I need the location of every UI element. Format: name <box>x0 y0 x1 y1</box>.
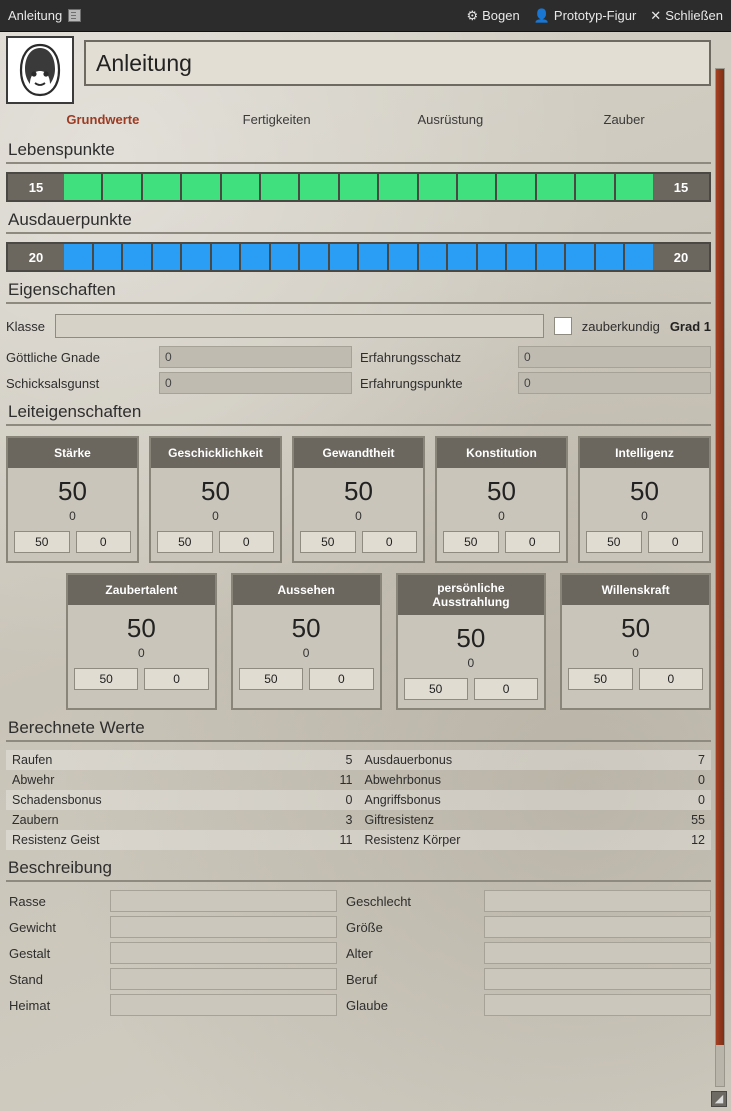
section-title-eigenschaften: Eigenschaften <box>6 280 711 304</box>
attribute-name: Zaubertalent <box>68 575 215 605</box>
calc-label: Angriffsbonus <box>359 790 672 810</box>
calc-value: 7 <box>671 750 711 770</box>
attribute-btn-base[interactable]: 50 <box>74 668 138 690</box>
attribute-btn-bonus[interactable]: 0 <box>648 531 704 553</box>
tab-ausruestung[interactable]: Ausrüstung <box>417 112 484 127</box>
attribute-name: Willenskraft <box>562 575 709 605</box>
attribute-mod: 0 <box>69 509 76 523</box>
attribute-cards-row-2 <box>6 573 711 710</box>
attribute-btn-base[interactable]: 50 <box>300 531 356 553</box>
attribute-buttons <box>398 678 545 708</box>
attribute-card-intelligenz <box>578 436 711 563</box>
desc-label-groesse: Größe <box>346 919 383 935</box>
lebenspunkte-cell[interactable] <box>497 174 536 200</box>
attribute-card-aussehen <box>231 573 382 710</box>
lebenspunkte-left-value: 15 <box>8 174 64 200</box>
calc-value: 5 <box>319 750 359 770</box>
attribute-value[interactable]: 50 <box>201 476 230 506</box>
attribute-cards-row-1 <box>6 436 711 563</box>
attribute-value[interactable]: 50 <box>58 476 87 506</box>
ausdauerpunkte-cell[interactable] <box>330 244 360 270</box>
calc-value: 0 <box>319 790 359 810</box>
lebenspunkte-cell[interactable] <box>340 174 379 200</box>
sheet-content <box>6 36 711 1111</box>
lebenspunkte-cell[interactable] <box>537 174 576 200</box>
desc-input-rasse[interactable] <box>110 890 337 912</box>
section-title-lebenspunkte: Lebenspunkte <box>6 140 711 164</box>
attribute-mod: 0 <box>498 509 505 523</box>
lebenspunkte-cells[interactable] <box>64 174 653 200</box>
character-sheet <box>0 32 731 1111</box>
attribute-card-persoenliche-ausstrahlung <box>396 573 547 710</box>
title-bar-menu <box>466 8 723 23</box>
lebenspunkte-cell[interactable] <box>261 174 300 200</box>
gear-icon: ⚙ <box>466 8 479 23</box>
ausdauerpunkte-cell[interactable] <box>625 244 653 270</box>
ausdauerpunkte-cell[interactable] <box>596 244 626 270</box>
attribute-value[interactable]: 50 <box>456 623 486 653</box>
erfahrungspunkte-label: Erfahrungspunkte <box>360 375 463 391</box>
ausdauerpunkte-right-value: 20 <box>653 244 709 270</box>
calc-label: Resistenz Geist <box>6 830 319 850</box>
desc-label-gewicht: Gewicht <box>9 919 56 935</box>
attribute-buttons <box>151 531 280 561</box>
lebenspunkte-cell[interactable] <box>300 174 339 200</box>
calc-label: Ausdauerbonus <box>359 750 672 770</box>
attribute-value[interactable]: 50 <box>630 476 659 506</box>
sheet-header <box>6 36 711 104</box>
lebenspunkte-bar[interactable] <box>6 172 711 202</box>
ausdauerpunkte-cell[interactable] <box>478 244 508 270</box>
attribute-value[interactable]: 50 <box>344 476 373 506</box>
calc-value: 0 <box>671 790 711 810</box>
attribute-name: Konstitution <box>437 438 566 468</box>
attribute-buttons <box>8 531 137 561</box>
attribute-name: Geschicklichkeit <box>151 438 280 468</box>
menu-close[interactable] <box>650 8 723 23</box>
ausdauerpunkte-cell[interactable] <box>300 244 330 270</box>
lebenspunkte-cell[interactable] <box>576 174 615 200</box>
desc-input-glaube[interactable] <box>484 994 711 1016</box>
ausdauerpunkte-left-value: 20 <box>8 244 64 270</box>
attribute-card-geschicklichkeit <box>149 436 282 563</box>
klasse-row <box>6 314 711 338</box>
attribute-btn-base[interactable]: 50 <box>404 678 468 700</box>
attribute-card-willenskraft <box>560 573 711 710</box>
attribute-btn-bonus[interactable]: 0 <box>219 531 275 553</box>
lebenspunkte-cell[interactable] <box>103 174 142 200</box>
character-name-input[interactable]: Anleitung <box>84 40 711 86</box>
menu-prototyp-figur-label: Prototyp-Figur <box>553 8 637 23</box>
calc-value: 11 <box>339 773 353 787</box>
tab-grundwerte[interactable]: Grundwerte <box>66 112 140 127</box>
ausdauerpunkte-cell[interactable] <box>507 244 537 270</box>
schicksalsgunst-label: Schicksalsgunst <box>6 375 100 391</box>
beschreibung-grid <box>6 890 711 1016</box>
ausdauerpunkte-cell[interactable] <box>64 244 94 270</box>
window-title: Anleitung <box>8 8 63 23</box>
attribute-card-gewandtheit <box>292 436 425 563</box>
ausdauerpunkte-cell[interactable] <box>182 244 212 270</box>
close-icon: ✕ <box>650 8 662 23</box>
ausdauerpunkte-cell[interactable] <box>241 244 271 270</box>
ausdauerpunkte-cell[interactable] <box>359 244 389 270</box>
desc-input-gewicht[interactable] <box>110 916 337 938</box>
attribute-btn-base[interactable]: 50 <box>568 668 632 690</box>
section-title-beschreibung: Beschreibung <box>6 858 711 882</box>
schicksalsgunst-value[interactable]: 0 <box>159 372 352 394</box>
desc-input-groesse[interactable] <box>484 916 711 938</box>
title-bar-left <box>8 8 81 23</box>
attribute-btn-bonus[interactable]: 0 <box>505 531 561 553</box>
tab-zauber[interactable]: Zauber <box>603 112 645 127</box>
attribute-card-konstitution <box>435 436 568 563</box>
klasse-label: Klasse <box>6 318 46 334</box>
calc-value: 55 <box>691 813 705 827</box>
ausdauerpunkte-bar[interactable] <box>6 242 711 272</box>
vertical-scrollbar[interactable] <box>715 68 725 1087</box>
attribute-btn-base[interactable]: 50 <box>443 531 499 553</box>
lebenspunkte-cell[interactable] <box>458 174 497 200</box>
calc-value: 0 <box>698 773 705 787</box>
eigenschaften-grid <box>6 346 711 394</box>
desc-label-stand: Stand <box>9 971 43 987</box>
zauberkundig-label: zauberkundig <box>581 318 660 334</box>
attribute-name: Intelligenz <box>580 438 709 468</box>
attribute-btn-bonus[interactable]: 0 <box>76 531 132 553</box>
attribute-card-zaubertalent <box>66 573 217 710</box>
erfahrungsschatz-label: Erfahrungsschatz <box>360 349 462 365</box>
ausdauerpunkte-cell[interactable] <box>566 244 596 270</box>
erfahrungsschatz-value[interactable]: 0 <box>518 346 711 368</box>
grad-label: Grad 1 <box>669 318 711 334</box>
attribute-btn-base[interactable]: 50 <box>239 668 303 690</box>
attribute-card-staerke <box>6 436 139 563</box>
erfahrungspunkte-value[interactable]: 0 <box>518 372 711 394</box>
attribute-value[interactable]: 50 <box>487 476 516 506</box>
desc-input-beruf[interactable] <box>484 968 711 990</box>
desc-label-gestalt: Gestalt <box>9 945 51 961</box>
section-title-ausdauerpunkte: Ausdauerpunkte <box>6 210 711 234</box>
ausdauerpunkte-cell[interactable] <box>94 244 124 270</box>
attribute-name: Stärke <box>8 438 137 468</box>
avatar[interactable] <box>6 36 74 104</box>
tab-bar <box>6 110 711 132</box>
lebenspunkte-cell[interactable] <box>616 174 653 200</box>
document-icon <box>68 9 81 22</box>
attribute-btn-bonus[interactable]: 0 <box>474 678 538 700</box>
attribute-mod: 0 <box>302 646 310 660</box>
desc-label-geschlecht: Geschlecht <box>346 893 412 909</box>
title-bar <box>0 0 731 32</box>
desc-input-heimat[interactable] <box>110 994 337 1016</box>
attribute-value[interactable]: 50 <box>126 613 156 643</box>
ausdauerpunkte-cell[interactable] <box>448 244 478 270</box>
attribute-value[interactable]: 50 <box>621 613 651 643</box>
attribute-mod: 0 <box>355 509 362 523</box>
attribute-btn-base[interactable]: 50 <box>157 531 213 553</box>
desc-label-alter: Alter <box>346 945 373 961</box>
attribute-btn-base[interactable]: 50 <box>14 531 70 553</box>
attribute-mod: 0 <box>138 646 145 660</box>
attribute-name: Aussehen <box>233 575 380 605</box>
attribute-mod: 0 <box>212 509 219 523</box>
attribute-buttons <box>562 668 709 698</box>
calc-label: Resistenz Körper <box>359 830 672 850</box>
menu-bogen-label: Bogen <box>482 8 520 23</box>
desc-input-geschlecht[interactable] <box>484 890 711 912</box>
attribute-mod: 0 <box>632 646 639 660</box>
hooded-figure-avatar-icon <box>15 42 65 98</box>
desc-label-rasse: Rasse <box>9 893 46 909</box>
lebenspunkte-cell[interactable] <box>222 174 261 200</box>
attribute-mod: 0 <box>641 509 648 523</box>
attribute-buttons <box>294 531 423 561</box>
calc-value: 12 <box>671 830 711 850</box>
scrollbar-thumb[interactable] <box>716 69 724 1045</box>
section-title-berechnete-werte: Berechnete Werte <box>6 718 711 742</box>
person-icon: 👤 <box>533 8 550 23</box>
attribute-buttons <box>233 668 380 698</box>
calc-label: Schadensbonus <box>6 790 319 810</box>
menu-prototyp-figur[interactable] <box>534 8 637 23</box>
desc-label-glaube: Glaube <box>346 997 388 1013</box>
calc-value: 11 <box>319 830 359 850</box>
desc-input-gestalt[interactable] <box>110 942 337 964</box>
tab-fertigkeiten[interactable]: Fertigkeiten <box>242 112 311 127</box>
calc-value: 3 <box>345 813 353 827</box>
attribute-buttons <box>68 668 215 698</box>
klasse-input[interactable] <box>55 314 544 338</box>
attribute-btn-bonus[interactable]: 0 <box>639 668 703 690</box>
lebenspunkte-cell[interactable] <box>182 174 221 200</box>
attribute-buttons <box>580 531 709 561</box>
ausdauerpunkte-cells[interactable] <box>64 244 653 270</box>
goettliche-gnade-label: Göttliche Gnade <box>6 349 100 365</box>
calc-label: Abwehr <box>12 773 55 787</box>
ausdauerpunkte-cell[interactable] <box>537 244 567 270</box>
attribute-name: Gewandtheit <box>294 438 423 468</box>
goettliche-gnade-value[interactable]: 0 <box>159 346 352 368</box>
lebenspunkte-cell[interactable] <box>143 174 182 200</box>
ausdauerpunkte-cell[interactable] <box>271 244 301 270</box>
calc-label: Zaubern <box>12 813 59 827</box>
resize-grip[interactable]: ◢ <box>711 1091 727 1107</box>
calc-label: Giftresistenz <box>364 813 434 827</box>
zauberkundig-checkbox[interactable] <box>554 317 572 335</box>
lebenspunkte-cell[interactable] <box>419 174 458 200</box>
attribute-btn-base[interactable]: 50 <box>586 531 642 553</box>
section-title-leiteigenschaften: Leiteigenschaften <box>6 402 711 426</box>
ausdauerpunkte-cell[interactable] <box>123 244 153 270</box>
attribute-name: persönliche Ausstrahlung <box>398 575 545 615</box>
desc-label-beruf: Beruf <box>346 971 378 987</box>
lebenspunkte-right-value: 15 <box>653 174 709 200</box>
calc-label: Raufen <box>6 750 319 770</box>
attribute-mod: 0 <box>467 656 475 670</box>
lebenspunkte-cell[interactable] <box>64 174 103 200</box>
attribute-value[interactable]: 50 <box>291 613 321 643</box>
calc-label: Abwehrbonus <box>364 773 441 787</box>
ausdauerpunkte-cell[interactable] <box>212 244 242 270</box>
attribute-btn-bonus[interactable]: 0 <box>309 668 373 690</box>
desc-input-stand[interactable] <box>110 968 337 990</box>
ausdauerpunkte-cell[interactable] <box>153 244 183 270</box>
berechnete-werte-grid <box>6 750 711 850</box>
ausdauerpunkte-cell[interactable] <box>419 244 449 270</box>
ausdauerpunkte-cell[interactable] <box>389 244 419 270</box>
menu-close-label: Schließen <box>665 8 723 23</box>
attribute-btn-bonus[interactable]: 0 <box>362 531 418 553</box>
attribute-buttons <box>437 531 566 561</box>
desc-input-alter[interactable] <box>484 942 711 964</box>
attribute-btn-bonus[interactable]: 0 <box>144 668 208 690</box>
desc-label-heimat: Heimat <box>9 997 51 1013</box>
menu-bogen[interactable] <box>466 8 519 23</box>
lebenspunkte-cell[interactable] <box>379 174 418 200</box>
